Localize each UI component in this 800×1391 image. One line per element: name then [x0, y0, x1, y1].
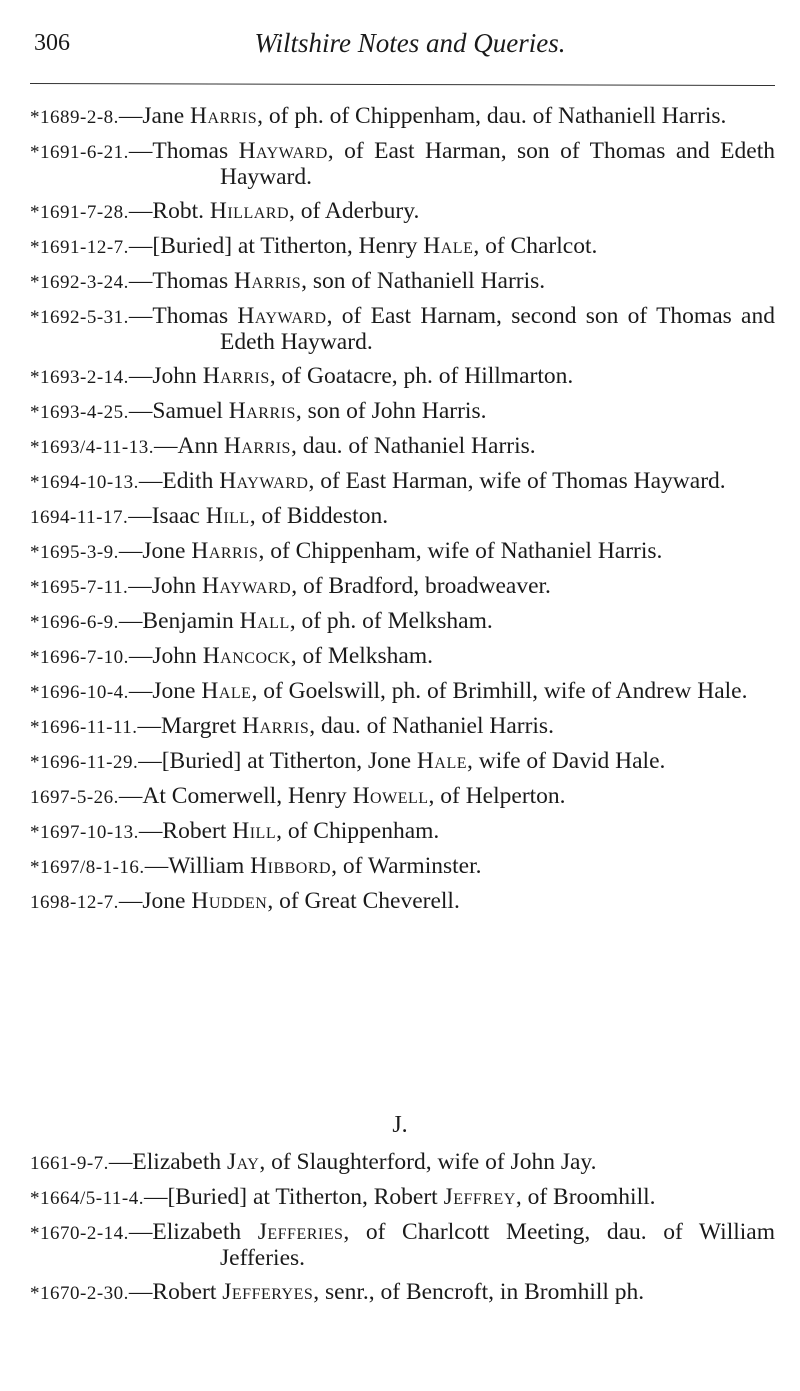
- entry-date: *1693/4-11-13.: [30, 437, 154, 458]
- burial-entry: [30, 199, 775, 225]
- running-title: Wiltshire Notes and Queries.: [254, 28, 566, 58]
- entry-date: *1694-10-13.: [30, 472, 139, 493]
- entry-text: —Jone: [118, 888, 192, 914]
- entry-text: —[Buried] at Titherton, Robert: [143, 1184, 444, 1210]
- entry-text: , of Melksham.: [290, 643, 434, 669]
- burial-entry: [30, 609, 775, 635]
- burial-entry: [30, 469, 775, 495]
- entry-surname: Hayward: [237, 303, 327, 329]
- burial-entry: [30, 1220, 775, 1271]
- entry-text: , of Bradford, broadweaver.: [291, 573, 551, 599]
- entry-text: , of Chippenham, wife of Nathaniel Harris.: [258, 538, 663, 564]
- entry-text: —Edith: [138, 468, 220, 494]
- burial-entry: [30, 364, 775, 390]
- entry-surname: Harris: [191, 538, 259, 564]
- entry-text: —Margret: [137, 713, 243, 739]
- entry-text: —Elizabeth: [128, 1219, 258, 1245]
- burial-entry: [30, 399, 775, 425]
- entry-date: *1693-4-25.: [30, 402, 129, 423]
- burial-entry: [30, 749, 775, 775]
- entry-date: *1696-11-11.: [30, 717, 138, 738]
- entry-text: , senr., of Bencroft, in Bromhill ph.: [313, 1279, 645, 1305]
- entry-surname: Hayward: [238, 138, 328, 164]
- entry-date: *1695-7-11.: [30, 577, 129, 598]
- entry-text: —John: [128, 573, 202, 599]
- entry-text: , dau. of Nathaniel Harris.: [290, 433, 536, 459]
- entry-date: *1691-6-21.: [30, 142, 129, 163]
- burial-entry: [30, 234, 775, 260]
- entry-text: , of Broomhill.: [515, 1184, 656, 1210]
- entry-date: 1661-9-7.: [30, 1153, 109, 1174]
- entry-text: —William: [144, 853, 251, 879]
- entry-date: *1696-7-10.: [30, 647, 129, 668]
- entry-surname: Hillard: [209, 198, 290, 224]
- entry-text: —Thomas: [128, 138, 239, 164]
- entry-surname: Hayward: [201, 573, 292, 599]
- entry-text: —[Buried] at Titherton, Henry: [128, 233, 424, 259]
- burial-entry: [30, 139, 775, 190]
- entry-text: —Thomas: [128, 268, 234, 294]
- entry-text: , of Great Cheverell.: [267, 888, 460, 914]
- entry-text: —Isaac: [128, 503, 206, 529]
- entry-surname: Harris: [228, 398, 296, 424]
- entry-text: , of Aderbury.: [289, 198, 420, 224]
- entry-text: —Robert: [128, 1279, 223, 1305]
- entry-text: , of East Harman, wife of Thomas Hayward.: [308, 468, 726, 494]
- entry-date: *1691-12-7.: [30, 237, 129, 258]
- burial-entry: [30, 889, 775, 915]
- entry-surname: Hayward: [219, 468, 309, 494]
- entry-text: —Ann: [153, 433, 224, 459]
- entry-text: , son of John Harris.: [295, 398, 487, 424]
- burial-entry: [30, 434, 775, 460]
- entry-text: —Thomas: [128, 303, 238, 329]
- entry-text: , of Slaughterford, wife of John Jay.: [259, 1149, 597, 1175]
- entry-text: —Jane: [118, 103, 191, 129]
- entry-text: —Elizabeth: [108, 1149, 228, 1175]
- entry-surname: Howell: [352, 783, 429, 809]
- burial-entry: [30, 644, 775, 670]
- entry-date: *1691-7-28.: [30, 202, 129, 223]
- entry-date: *1692-5-31.: [30, 307, 129, 328]
- entry-surname: Hibbord: [250, 853, 332, 879]
- burial-entry: [30, 539, 775, 565]
- entry-surname: Hudden: [191, 888, 268, 914]
- entry-text: , son of Nathaniell Harris.: [301, 268, 546, 294]
- entry-text: , of ph. of Chippenham, dau. of Nathaniell Harris.: [257, 103, 727, 129]
- burial-entry: [30, 574, 775, 600]
- entry-surname: Harris: [190, 103, 258, 129]
- burial-entry: [30, 854, 775, 880]
- entry-text: , dau. of Nathaniel Harris.: [309, 713, 554, 739]
- entry-surname: Harris: [202, 363, 270, 389]
- entry-surname: Hall: [239, 608, 290, 634]
- section-letter: J.: [392, 1112, 408, 1138]
- entry-text: —[Buried] at Titherton, Jone: [138, 748, 417, 774]
- entry-date: *1696-10-4.: [30, 682, 129, 703]
- entry-surname: Hill: [232, 818, 277, 844]
- entry-date: *1664/5-11-4.: [30, 1188, 144, 1209]
- entry-text: , wife of David Hale.: [467, 748, 666, 774]
- page-number: 306: [34, 30, 70, 56]
- entry-text: —Jone: [128, 678, 202, 704]
- entry-surname: Harris: [223, 433, 291, 459]
- entry-text: —John: [128, 643, 203, 669]
- entry-surname: Hale: [201, 678, 252, 704]
- burial-entry: [30, 104, 775, 130]
- entry-surname: Jeffrey: [443, 1184, 516, 1210]
- burial-entry: [30, 1150, 775, 1176]
- entry-surname: Hill: [205, 503, 250, 529]
- entry-surname: Jay: [227, 1149, 260, 1175]
- entry-date: *1695-3-9.: [30, 542, 119, 563]
- header-rule: [30, 83, 775, 86]
- entry-text: , of ph. of Melksham.: [289, 608, 493, 634]
- entry-text: , of Charlcott Meeting, dau. of William Jefferies.: [220, 1219, 775, 1271]
- entry-surname: Jefferyes: [222, 1279, 314, 1305]
- burial-entry: [30, 819, 775, 845]
- entry-text: , of Goatacre, ph. of Hillmarton.: [269, 363, 574, 389]
- entry-date: *1689-2-8.: [30, 107, 119, 128]
- burial-entry: [30, 1185, 775, 1211]
- entry-surname: Harris: [242, 713, 310, 739]
- entry-text: , of Warminster.: [331, 853, 482, 879]
- entry-date: 1697-5-26.: [30, 787, 119, 808]
- entry-date: *1670-2-14.: [30, 1223, 129, 1244]
- entry-text: —Jone: [118, 538, 192, 564]
- entry-date: *1696-11-29.: [30, 752, 139, 773]
- entry-surname: Jefferies: [257, 1219, 344, 1245]
- entry-text: , of East Harnam, second son of Thomas and Edeth Hayward.: [220, 303, 775, 355]
- burial-entry: [30, 304, 775, 355]
- entry-surname: Hale: [416, 748, 467, 774]
- burial-entry: [30, 1280, 775, 1306]
- entries-list-j: [30, 1150, 775, 1315]
- burial-entry: [30, 269, 775, 295]
- entries-list-h: [30, 104, 775, 924]
- entry-text: —John: [128, 363, 203, 389]
- entry-date: *1693-2-14.: [30, 367, 129, 388]
- entry-surname: Hancock: [202, 643, 291, 669]
- entry-date: *1697/8-1-16.: [30, 857, 145, 878]
- entry-text: —Robt.: [128, 198, 210, 224]
- entry-date: *1696-6-9.: [30, 612, 119, 633]
- entry-text: , of Helperton.: [428, 783, 566, 809]
- burial-entry: [30, 714, 775, 740]
- entry-surname: Hale: [423, 233, 474, 259]
- entry-text: —Robert: [138, 818, 233, 844]
- entry-date: *1697-10-13.: [30, 822, 139, 843]
- entry-text: —At Comerwell, Henry: [118, 783, 353, 809]
- entry-date: *1692-3-24.: [30, 272, 129, 293]
- entry-text: , of Biddeston.: [249, 503, 389, 529]
- entry-text: , of Charlcot.: [473, 233, 598, 259]
- burial-entry: [30, 784, 775, 810]
- entry-date: 1694-11-17.: [30, 507, 129, 528]
- entry-date: *1670-2-30.: [30, 1283, 129, 1304]
- burial-entry: [30, 679, 775, 705]
- entry-text: , of Chippenham.: [276, 818, 440, 844]
- entry-text: , of East Harman, son of Thomas and Edeth Hayward.: [220, 138, 775, 190]
- entry-surname: Harris: [234, 268, 302, 294]
- burial-entry: [30, 504, 775, 530]
- entry-text: —Benjamin: [118, 608, 240, 634]
- entry-date: 1698-12-7.: [30, 892, 119, 913]
- entry-text: —Samuel: [128, 398, 229, 424]
- entry-text: , of Goelswill, ph. of Brimhill, wife of Andrew Hale.: [251, 678, 748, 704]
